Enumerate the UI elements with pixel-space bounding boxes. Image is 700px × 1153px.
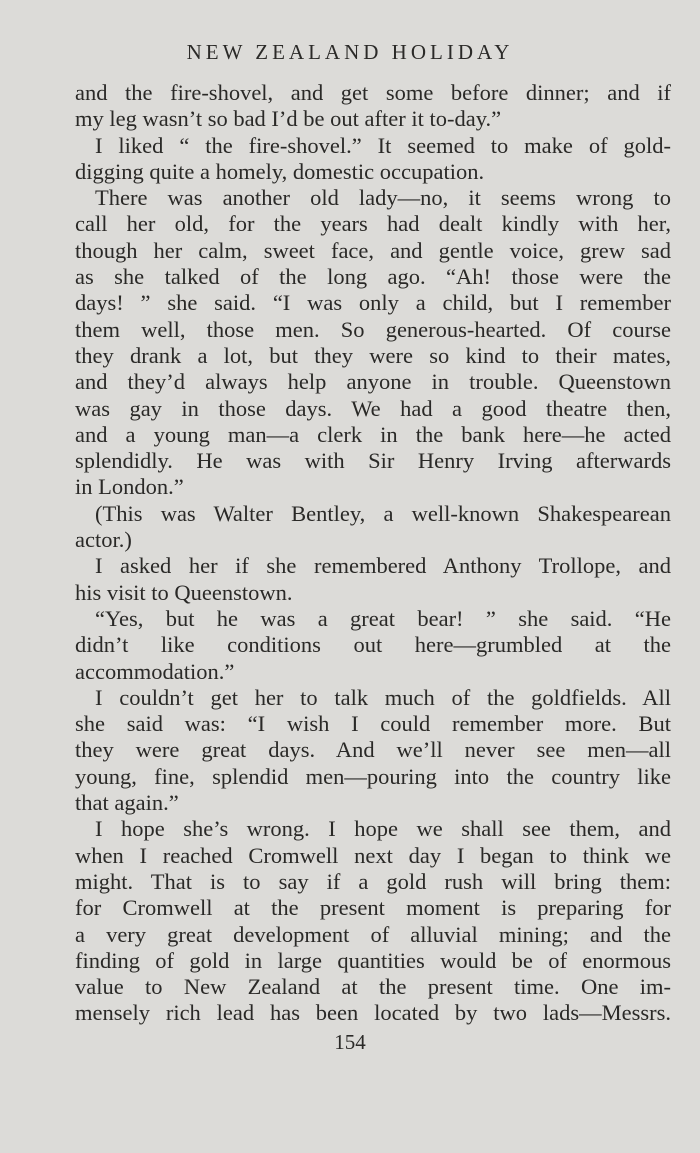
text-line: they were great days. And we’ll never see men—all — [75, 737, 671, 763]
text-line: There was another old lady—no, it seems wrong to — [95, 185, 671, 211]
text-line: (This was Walter Bentley, a well-known Shakespearean — [95, 500, 671, 526]
text-line: them well, those men. So generous-hearted. Of course — [75, 316, 671, 342]
text-line: was gay in those days. We had a good theatre then, — [75, 395, 671, 421]
page-number: 154 — [334, 1030, 366, 1054]
text-line: days! ” she said. “I was only a child, but I remember — [75, 290, 671, 316]
text-line: mensely rich lead has been located by two lads—Messrs. — [75, 1000, 671, 1026]
text-line: accommodation.” — [75, 658, 235, 684]
text-line: when I reached Cromwell next day I began to think we — [75, 842, 671, 868]
text-line: though her calm, sweet face, and gentle voice, grew sad — [75, 237, 671, 263]
text-line: digging quite a homely, domestic occupation. — [75, 158, 485, 184]
text-line: as she talked of the long ago. “Ah! those were the — [75, 264, 671, 290]
text-line: young, fine, splendid men—pouring into the country like — [75, 763, 671, 789]
text-line: for Cromwell at the present moment is preparing for — [75, 895, 671, 921]
text-line: I asked her if she remembered Anthony Trollope, and — [95, 553, 671, 579]
text-line: finding of gold in large quantities would be of enormous — [75, 947, 671, 973]
text-line: that again.” — [75, 790, 179, 816]
text-line: I liked “ the fire-shovel.” It seemed to make of gold- — [95, 132, 671, 158]
text-line: didn’t like conditions out here—grumbled at the — [75, 632, 671, 658]
text-line: and the fire-shovel, and get some before dinner; and if — [75, 80, 671, 105]
text-line: value to New Zealand at the present time. One im- — [75, 974, 671, 1000]
text-line: his visit to Queenstown. — [75, 579, 293, 605]
text-line: they drank a lot, but they were so kind to their mates, — [75, 342, 671, 368]
running-header: NEW ZEALAND HOLIDAY — [186, 40, 514, 64]
text-line: she said was: “I wish I could remember more. But — [75, 711, 671, 737]
body-text — [75, 80, 671, 1027]
text-line: actor.) — [75, 527, 132, 553]
text-line: I hope she’s wrong. I hope we shall see them, and — [95, 816, 671, 842]
text-line: a very great development of alluvial mining; and the — [75, 921, 671, 947]
text-line: and a young man—a clerk in the bank here—he acted — [75, 421, 671, 447]
text-line: might. That is to say if a gold rush will bring them: — [75, 868, 671, 894]
text-line: splendidly. He was with Sir Henry Irving afterwards — [75, 448, 671, 474]
text-line: I couldn’t get her to talk much of the goldfields. All — [95, 684, 671, 710]
text-line: and they’d always help anyone in trouble. Queenstown — [75, 369, 671, 395]
text-line: “Yes, but he was a great bear! ” she said. “He — [95, 605, 671, 631]
text-line: in London.” — [75, 474, 184, 500]
text-line: my leg wasn’t so bad I’d be out after it to-day.” — [75, 106, 502, 132]
text-line: call her old, for the years had dealt kindly with her, — [75, 211, 671, 237]
